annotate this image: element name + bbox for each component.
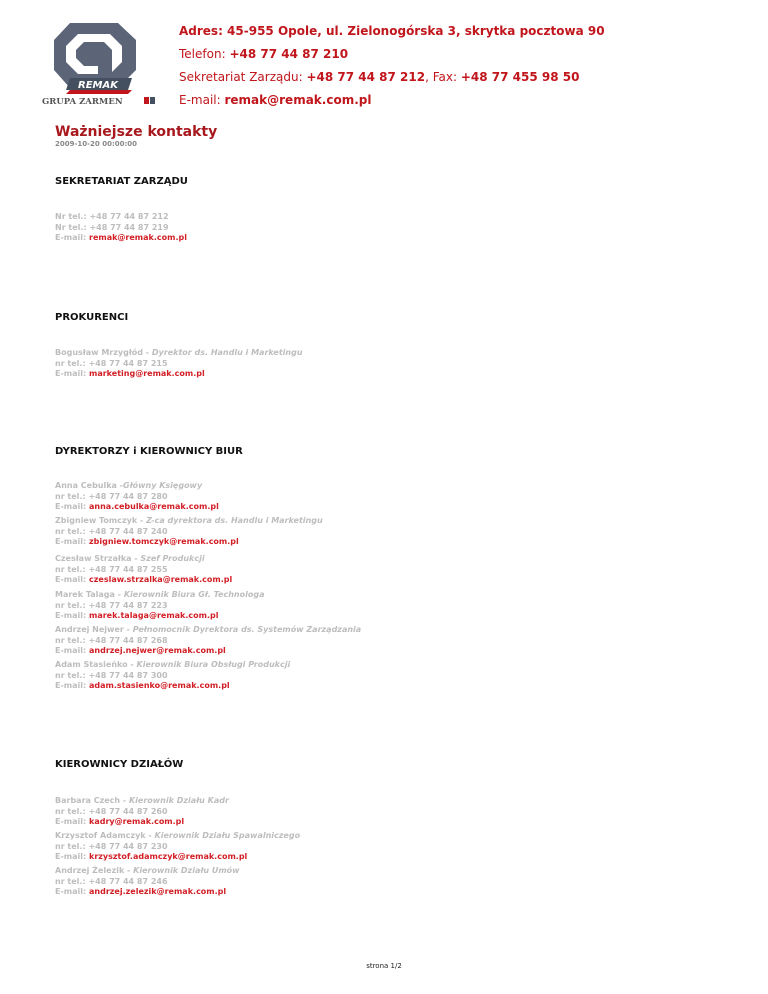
company-logo [40, 18, 165, 108]
contact-email-line: E-mail: andrzej.nejwer@remak.com.pl [55, 646, 226, 655]
email-link[interactable]: zbigniew.tomczyk@remak.com.pl [89, 537, 239, 546]
section-heading: KIEROWNICY DZIAŁÓW [55, 759, 184, 770]
contact-name-line: Bogusław Mrzygłód - Dyrektor ds. Handlu i Marketingu [55, 348, 303, 357]
contact-email-line: E-mail: andrzej.zelezik@remak.com.pl [55, 887, 227, 896]
email-link[interactable]: krzysztof.adamczyk@remak.com.pl [89, 852, 248, 861]
contact-card [55, 516, 323, 548]
contact-name-line: Zbigniew Tomczyk - Z-ca dyrektora ds. Handlu i Marketingu [55, 516, 323, 525]
contact-email-line: E-mail: adam.stasienko@remak.com.pl [55, 681, 230, 690]
contact-card [55, 831, 300, 863]
header-fax-label: , Fax: [425, 70, 458, 84]
contact-card [55, 660, 290, 692]
contact-name-line: Barbara Czech - Kierownik Działu Kadr [55, 796, 229, 805]
contact-card [55, 625, 361, 657]
contact-phone-line: nr tel.: +48 77 44 87 246 [55, 876, 168, 886]
contact-card [55, 796, 229, 828]
contact-name-line: Adam Stasieńko - Kierownik Biura Obsługi Produkcji [55, 660, 291, 669]
contact-card [55, 866, 240, 898]
contact-card [55, 554, 232, 586]
header-phone [179, 43, 605, 66]
contact-name-line: Andrzej Żelezik - Kierownik Działu Umów [55, 866, 240, 875]
contact-name-line: Krzysztof Adamczyk - Kierownik Działu Spawalniczego [55, 831, 301, 840]
contact-name-line: Marek Talaga - Kierownik Biura Gł. Technologa [55, 590, 265, 599]
contact-email-line: E-mail: czeslaw.strzalka@remak.com.pl [55, 575, 233, 584]
contact-card [55, 481, 219, 513]
contact-phone-line: Nr tel.: +48 77 44 87 219 [55, 222, 169, 232]
contact-email-line: E-mail: anna.cebulka@remak.com.pl [55, 502, 219, 511]
contact-phone-line: nr tel.: +48 77 44 87 230 [55, 841, 168, 851]
email-link[interactable]: adam.stasienko@remak.com.pl [89, 681, 230, 690]
email-link[interactable]: andrzej.zelezik@remak.com.pl [89, 887, 227, 896]
contact-email-line: E-mail: remak@remak.com.pl [55, 233, 187, 242]
contact-name-line: Czesław Strzałka - Szef Produkcji [55, 554, 205, 563]
contact-phone-line: Nr tel.: +48 77 44 87 212 [55, 212, 169, 221]
contact-name-line: Andrzej Nejwer - Pełnomocnik Dyrektora ds. Systemów Zarządzania [55, 625, 362, 634]
page-title: Ważniejsze kontakty [55, 124, 218, 140]
contact-email-line: E-mail: marketing@remak.com.pl [55, 369, 205, 378]
contact-card [55, 348, 303, 380]
contact-card [55, 590, 264, 622]
page-footer: strona 1/2 [366, 962, 402, 970]
email-link[interactable]: marketing@remak.com.pl [89, 369, 205, 378]
header-email-label: E-mail: [179, 93, 221, 107]
header-contact-block [179, 20, 605, 112]
contact-email-line: E-mail: marek.talaga@remak.com.pl [55, 611, 219, 620]
section-heading: PROKURENCI [55, 312, 129, 323]
section-heading: SEKRETARIAT ZARZĄDU [55, 176, 188, 187]
contact-phone-line: nr tel.: +48 77 44 87 240 [55, 526, 168, 536]
contact-phone-line: nr tel.: +48 77 44 87 255 [55, 564, 168, 574]
contact-phone-line: nr tel.: +48 77 44 87 215 [55, 358, 168, 368]
email-link[interactable]: anna.cebulka@remak.com.pl [89, 502, 219, 511]
header-secretariat [179, 66, 605, 89]
page-date: 2009-10-20 00:00:00 [55, 140, 138, 148]
contact-phone-line: nr tel.: +48 77 44 87 223 [55, 600, 168, 610]
header-secretariat-value: +48 77 44 87 212 [306, 70, 426, 84]
email-link[interactable]: kadry@remak.com.pl [89, 817, 185, 826]
section-heading: DYREKTORZY i KIEROWNICY BIUR [55, 446, 243, 457]
header-phone-value: +48 77 44 87 210 [229, 47, 349, 61]
email-link[interactable]: remak@remak.com.pl [89, 233, 187, 242]
contact-email-line: E-mail: krzysztof.adamczyk@remak.com.pl [55, 852, 248, 861]
header-address: Adres: 45-955 Opole, ul. Zielonogórska 3, skrytka pocztowa 90 [179, 24, 605, 38]
header-email [179, 89, 605, 112]
header-fax-value: +48 77 455 98 50 [460, 70, 580, 84]
contact-card [55, 212, 187, 244]
email-link[interactable]: marek.talaga@remak.com.pl [89, 611, 219, 620]
email-link[interactable]: andrzej.nejwer@remak.com.pl [89, 646, 226, 655]
header-email-value[interactable]: remak@remak.com.pl [224, 93, 372, 107]
contact-email-line: E-mail: zbigniew.tomczyk@remak.com.pl [55, 537, 239, 546]
logo-group-text: GRUPA ZARMEN [42, 97, 123, 107]
header-phone-label: Telefon: [179, 47, 226, 61]
contact-phone-line: nr tel.: +48 77 44 87 280 [55, 491, 168, 501]
email-link[interactable]: czeslaw.strzalka@remak.com.pl [89, 575, 233, 584]
header-secretariat-label: Sekretariat Zarządu: [179, 70, 303, 84]
contact-phone-line: nr tel.: +48 77 44 87 268 [55, 635, 168, 645]
contact-phone-line: nr tel.: +48 77 44 87 300 [55, 670, 168, 680]
contact-email-line: E-mail: kadry@remak.com.pl [55, 817, 185, 826]
contact-name-line: Anna Cebulka -Główny Księgowy [55, 481, 203, 490]
contact-phone-line: nr tel.: +48 77 44 87 260 [55, 806, 168, 816]
logo-text: REMAK [78, 80, 118, 91]
